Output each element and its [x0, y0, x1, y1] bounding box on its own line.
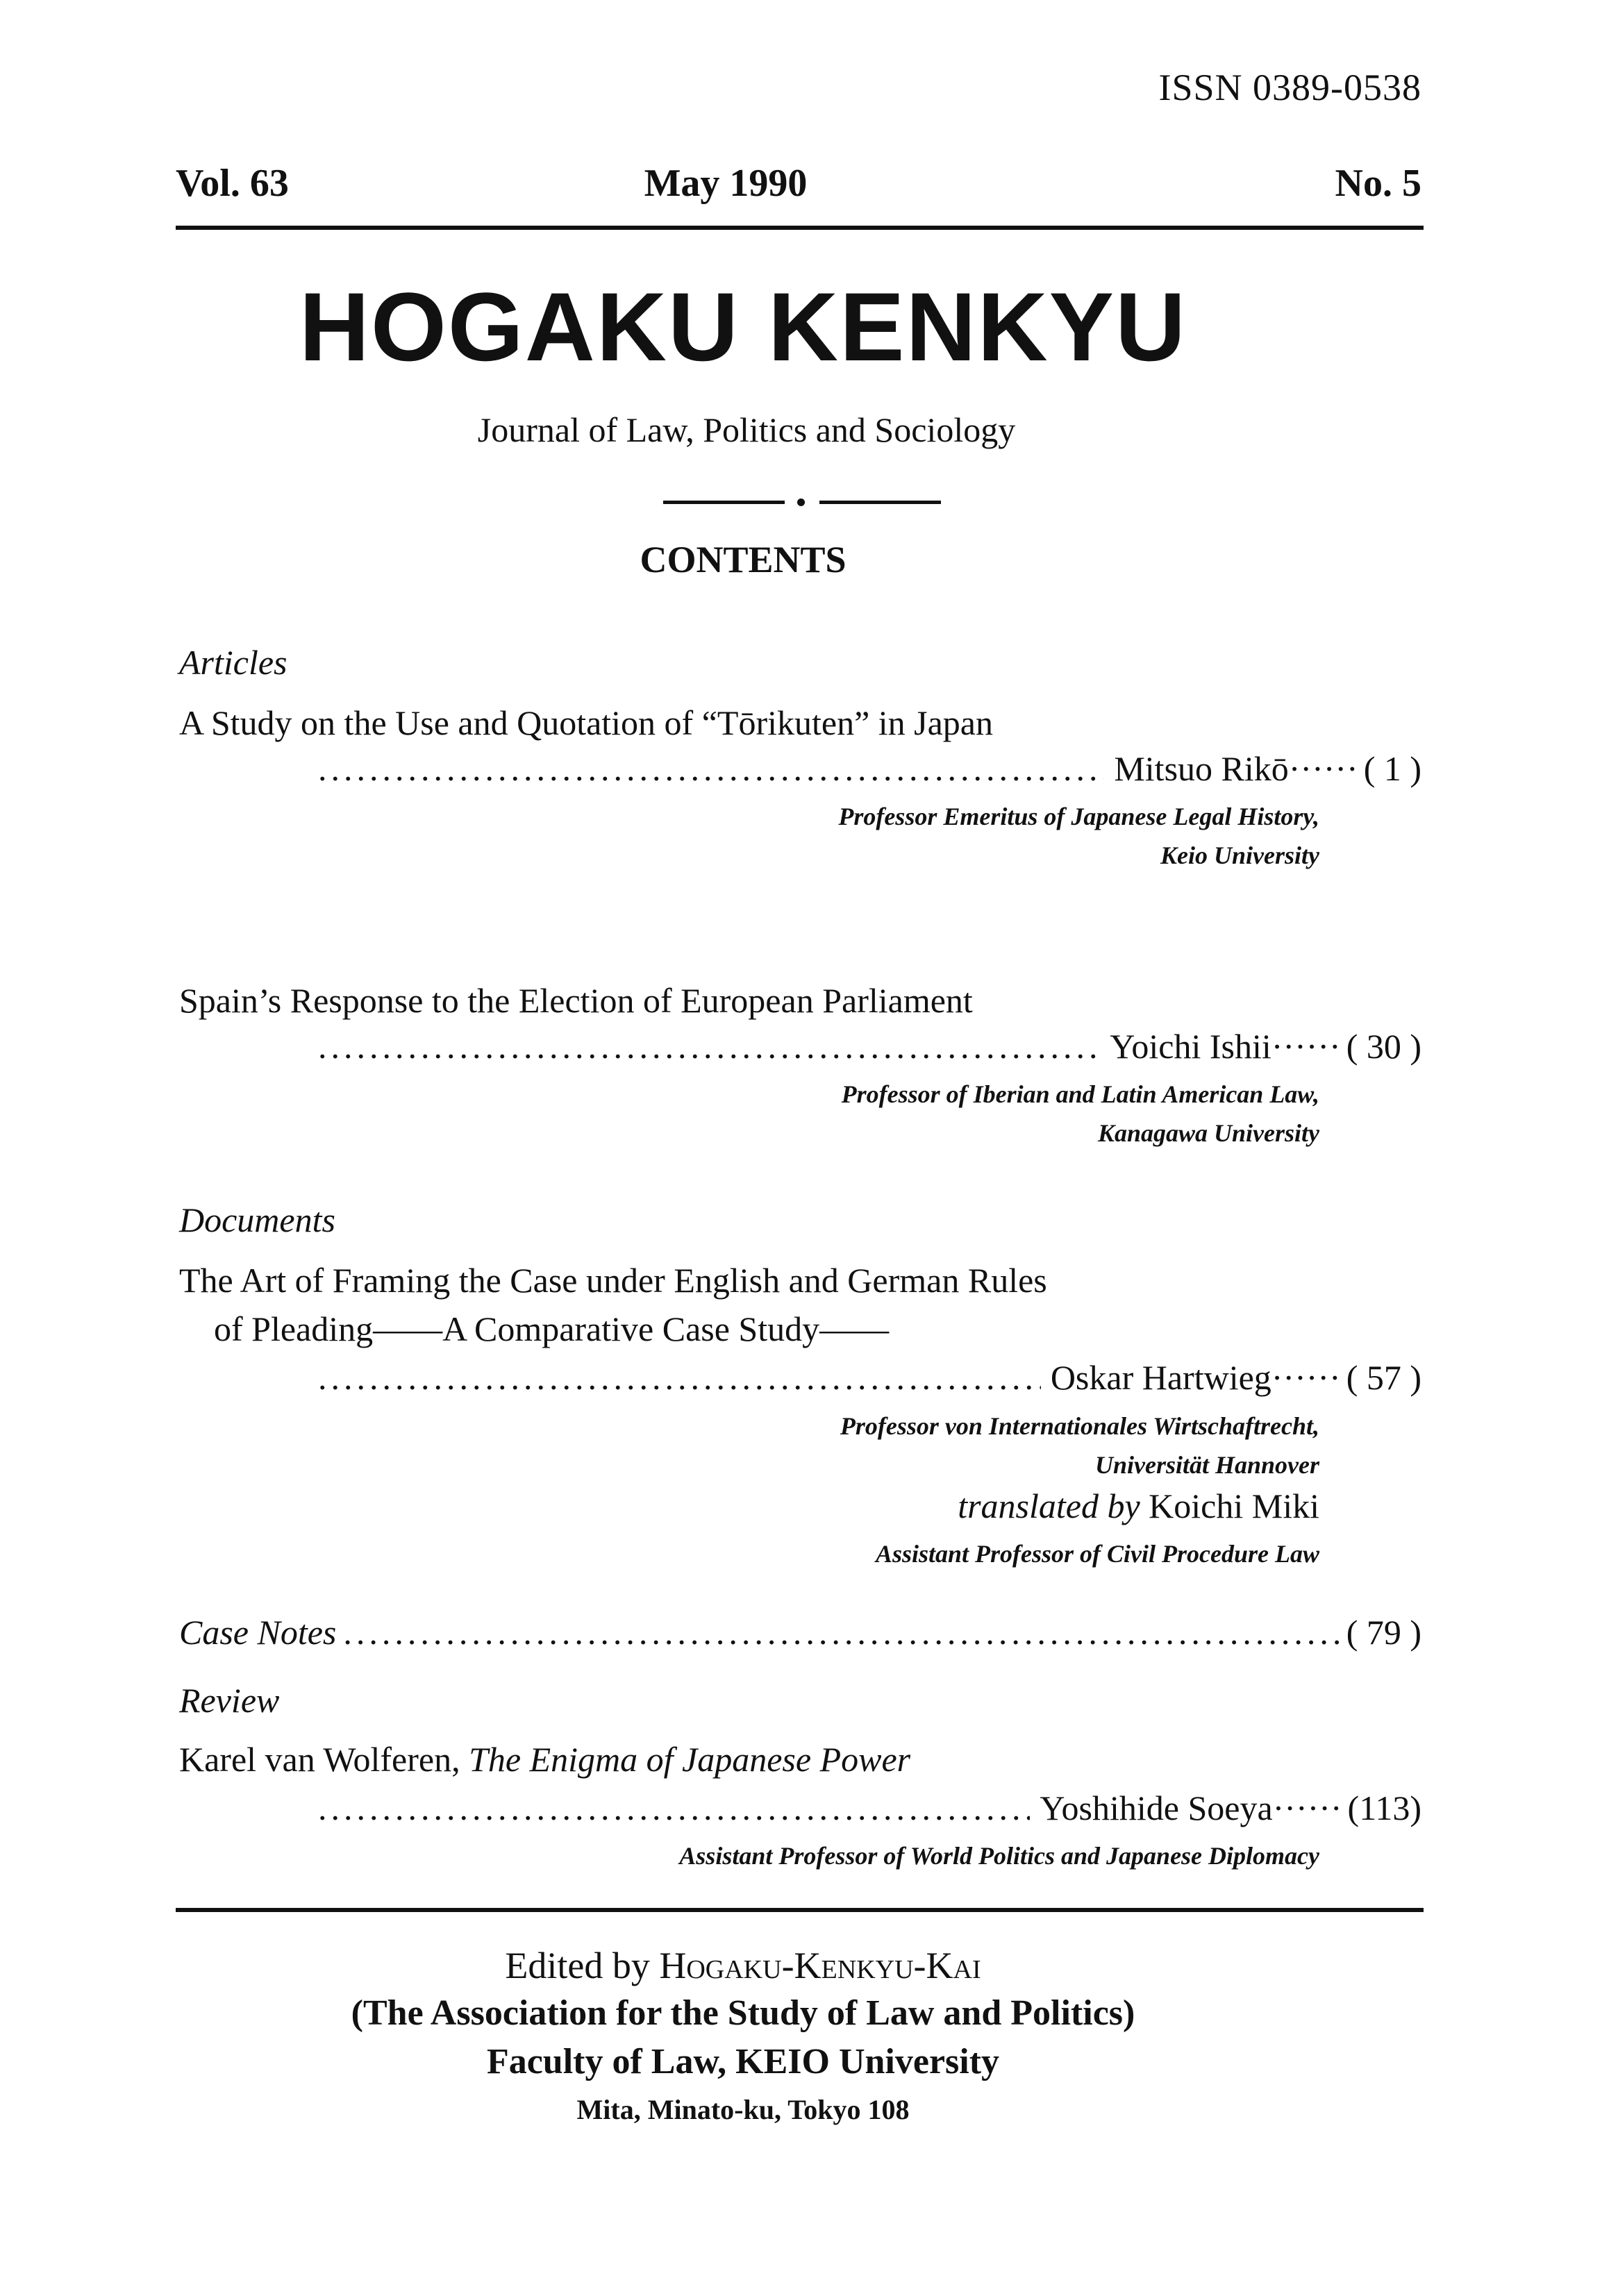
journal-title: HOGAKU KENKYU — [299, 272, 1187, 381]
volume: Vol. 63 — [176, 162, 289, 205]
document-page: ( 57 ) — [1346, 1358, 1421, 1397]
case-notes-page: ( 79 ) — [1346, 1613, 1421, 1652]
article-1-dots-short: ······ — [1288, 749, 1358, 788]
article-2-entry — [318, 1026, 1421, 1066]
review-page: (113) — [1347, 1788, 1421, 1827]
edited-by-label: Edited by — [505, 1945, 650, 1986]
case-notes-entry — [179, 1612, 1421, 1652]
edited-by-line — [0, 1944, 1552, 1987]
article-2-dots-short: ······ — [1271, 1027, 1341, 1066]
document-title-line1: The Art of Framing the Case under English and German Rules — [179, 1261, 1047, 1300]
bottom-rule — [176, 1908, 1424, 1912]
article-2-affiliation: Professor of Iberian and Latin American Law, Kanagawa University — [841, 1080, 1319, 1147]
issue-number: No. 5 — [1335, 162, 1421, 205]
review-entry — [318, 1788, 1421, 1828]
journal-subtitle: Journal of Law, Politics and Sociology — [477, 410, 1016, 449]
review-dots-short: ······ — [1272, 1788, 1342, 1827]
article-1-affiliation: Professor Emeritus of Japanese Legal History, Keio University — [838, 803, 1319, 869]
article-1-author: Mitsuo Rikō — [1114, 749, 1289, 788]
review-book-author: Karel van Wolferen, — [179, 1740, 469, 1779]
translator-affiliation: Assistant Professor of Civil Procedure Law — [875, 1540, 1319, 1568]
document-entry — [318, 1357, 1421, 1398]
translated-by-label: translated by — [958, 1486, 1140, 1525]
document-dots-short: ······ — [1271, 1358, 1341, 1397]
association-name: (The Association for the Study of Law and Politics) — [351, 1993, 1135, 2033]
section-documents: Documents — [179, 1200, 335, 1239]
article-2-author: Yoichi Ishii — [1110, 1027, 1271, 1066]
article-1-title: A Study on the Use and Quotation of “Tōrikuten” in Japan — [179, 703, 993, 742]
article-1-entry — [318, 748, 1421, 789]
section-articles: Articles — [179, 643, 287, 682]
translator-name: Koichi Miki — [1149, 1486, 1319, 1525]
address: Mita, Minato-ku, Tokyo 108 — [576, 2094, 910, 2125]
editor-name: Hogaku-Kenkyu-Kai — [659, 1945, 981, 1986]
faculty-name: Faculty of Law, KEIO University — [486, 2042, 1000, 2081]
article-2-title: Spain’s Response to the Election of European Parliament — [179, 981, 973, 1020]
article-2-page: ( 30 ) — [1346, 1027, 1421, 1066]
review-affiliation: Assistant Professor of World Politics and Japanese Diplomacy — [679, 1842, 1319, 1870]
document-title-line2: of Pleading——A Comparative Case Study—— — [214, 1309, 890, 1348]
contents-heading: CONTENTS — [640, 539, 846, 580]
document-affiliation: Professor von Internationales Wirtschaftrecht, Universität Hannover — [840, 1412, 1319, 1479]
section-review: Review — [179, 1681, 280, 1720]
issue-date: May 1990 — [644, 162, 808, 205]
issn: ISSN 0389-0538 — [1158, 67, 1421, 108]
translator-line — [958, 1486, 1319, 1526]
document-author: Oskar Hartwieg — [1050, 1358, 1271, 1397]
article-1-page: ( 1 ) — [1363, 749, 1421, 788]
review-reviewer: Yoshihide Soeya — [1040, 1788, 1273, 1827]
review-book-title: The Enigma of Japanese Power — [469, 1740, 911, 1779]
review-title — [179, 1739, 910, 1779]
ornament-divider — [663, 495, 941, 509]
case-notes-label: Case Notes — [179, 1613, 337, 1652]
top-rule — [176, 226, 1424, 230]
